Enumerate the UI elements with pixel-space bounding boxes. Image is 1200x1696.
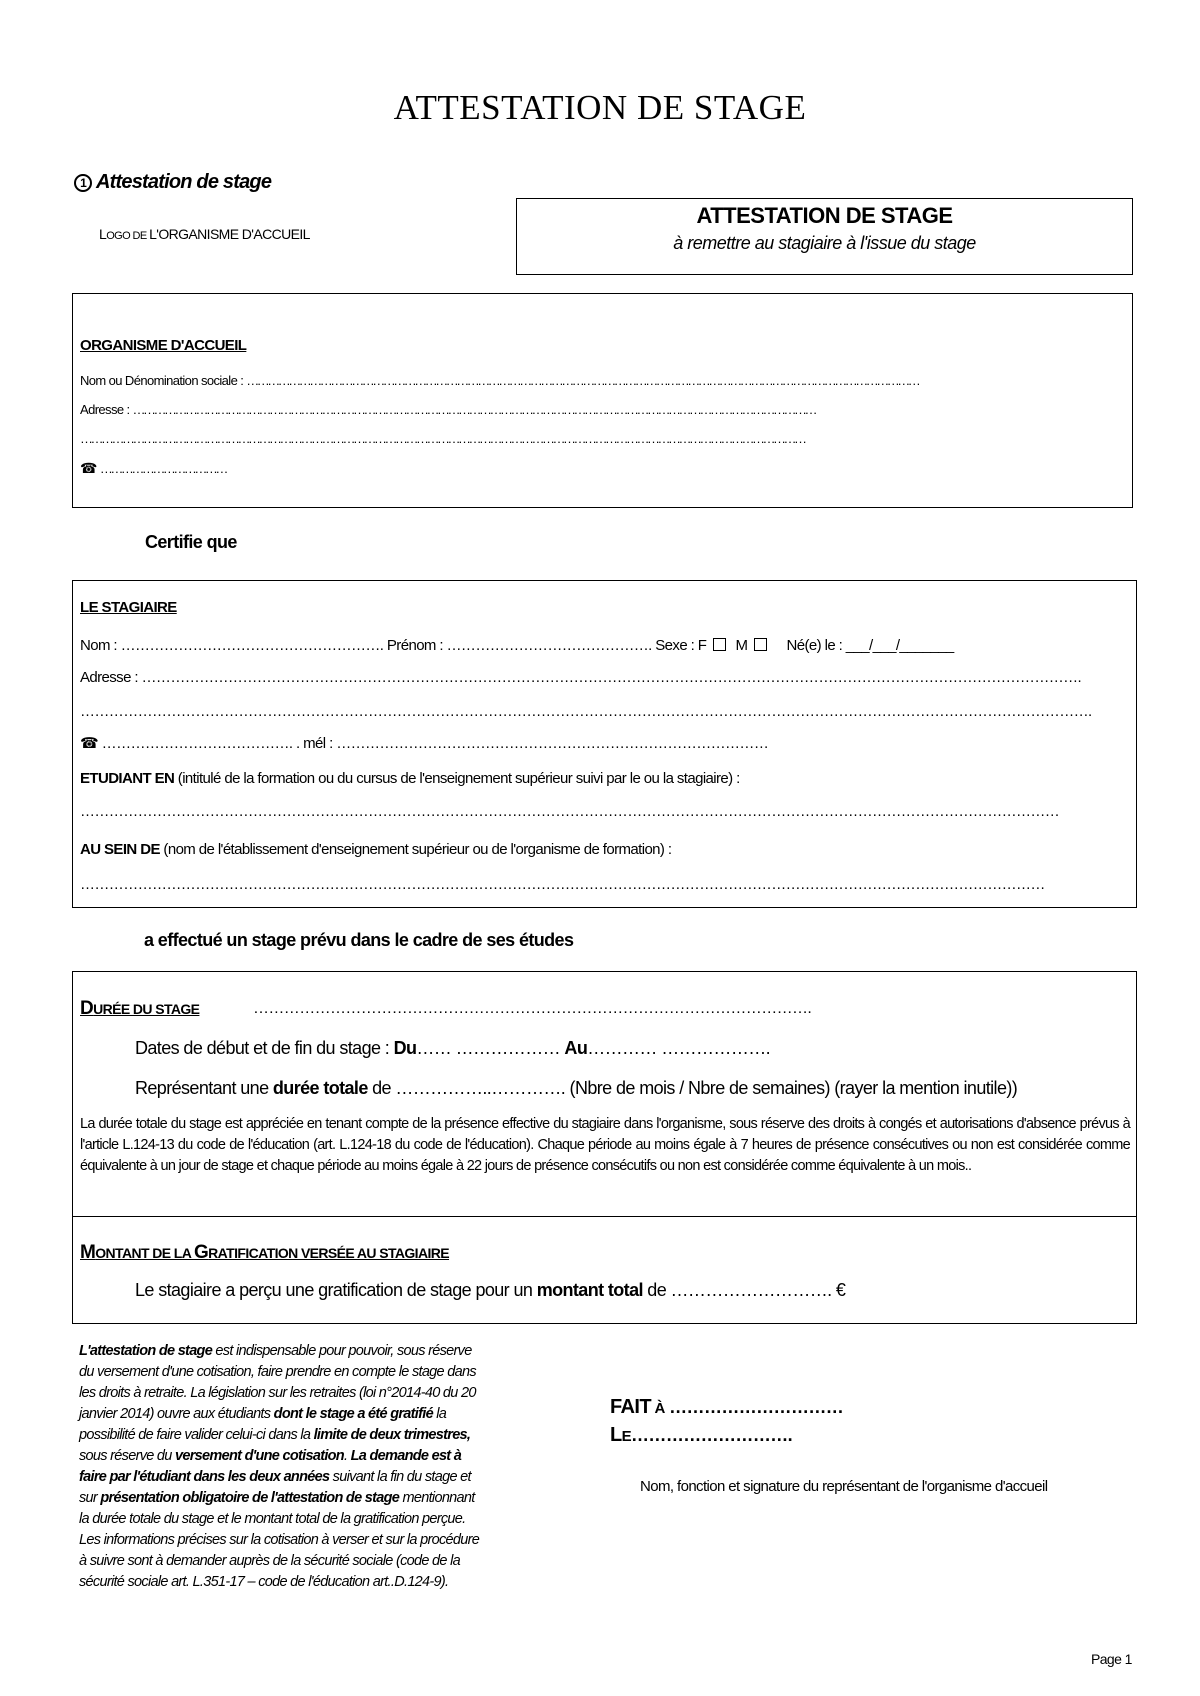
- montant-field[interactable]: [135, 1280, 845, 1301]
- montant-heading-1: ONTANT DE LA: [95, 1245, 194, 1261]
- fait-a-label: À: [650, 1400, 665, 1417]
- note-line: sous réserve du versement d'une cotisation. La demande est à: [79, 1448, 462, 1464]
- montant-suffix: de ………………………. €: [642, 1280, 846, 1300]
- section-marker-label: Attestation de stage: [96, 171, 272, 193]
- sexe-m-checkbox[interactable]: [754, 638, 767, 651]
- note-line: la durée totale du stage et le montant total de la gratification perçue.: [79, 1511, 466, 1527]
- du-label: Du: [393, 1038, 417, 1058]
- duree-paragraph: La durée totale du stage est appréciée en tenant compte de la présence effective du stagiaire dans l'organisme, sous réserve des droits à congés et autorisations d'absence prévus à l'article L.124-13 du code de l'éducation (art. L.124-18 du code de l'éducation). Chaque période au moins égale à 7 heures de présence consécutives ou non est considérée comme équivalente à un jour de stage et chaque période au moins égale à 22 jours de présence consécutifs ou non est considérée comme équivalente à un mois..: [80, 1116, 1130, 1174]
- le-label-e: E: [621, 1428, 632, 1445]
- logo-placeholder: [99, 226, 310, 242]
- montant-heading-g: G: [193, 1242, 209, 1263]
- au-sein-de-dots[interactable]: …………………………………………………………………………………………………………………………………………………………………………………: [80, 876, 1045, 893]
- stagiaire-birthdate: Né(e) le : ___/___/_______: [786, 637, 954, 654]
- fait-a-field[interactable]: [610, 1396, 843, 1419]
- note-line: L'attestation de stage est indispensable pour pouvoir, sous réserve: [79, 1343, 472, 1359]
- du-dots: …… ………………: [416, 1038, 565, 1058]
- organisme-nom-label: Nom ou Dénomination sociale :: [80, 373, 244, 388]
- montant-heading: [80, 1242, 449, 1264]
- stagiaire-nom-prenom-sexe: Nom : ………………………………………………. Prénom : ……………………………………. Sexe : F: [80, 637, 707, 654]
- page-title: ATTESTATION DE STAGE: [393, 88, 807, 127]
- organisme-adresse-field[interactable]: [80, 402, 815, 417]
- stagiaire-tel-mel-field[interactable]: [80, 734, 768, 752]
- le-dots: ……………………….: [631, 1425, 793, 1445]
- organisme-tel-dots: ………………………………: [99, 461, 226, 476]
- stagiaire-identity-line[interactable]: [80, 637, 954, 654]
- duree-totale-prefix: Représentant une: [135, 1078, 273, 1098]
- stagiaire-heading: LE STAGIAIRE: [80, 599, 177, 616]
- dates-label: Dates de début et de fin du stage :: [135, 1038, 394, 1058]
- organisme-nom-dots: …………………………………………………………………………………………………………………………………………………………………………: [246, 373, 919, 388]
- au-sein-de-hint: (nom de l'établissement d'enseignement supérieur ou de l'organisme de formation) :: [159, 841, 672, 858]
- stagiaire-section: [72, 580, 1137, 908]
- le-label: L: [610, 1424, 622, 1446]
- duree-totale-suffix: de ……………..…………. (Nbre de mois / Nbre de semaines) (rayer la mention inutile)): [367, 1078, 1018, 1098]
- duree-heading-rest: URÉE DU STAGE: [93, 1001, 200, 1017]
- duree-heading-initial: D: [80, 998, 94, 1019]
- header-box-subtitle: à remettre au stagiaire à l'issue du stage: [673, 233, 976, 253]
- duree-heading: [80, 998, 199, 1020]
- logo-placeholder-l: L: [99, 226, 107, 242]
- stagiaire-tel-mel-dots: …………………………………. . mél : ………………………………………………………………………………: [101, 735, 769, 752]
- note-line: possibilité de faire valider celui-ci dans la limite de deux trimestres,: [79, 1427, 471, 1443]
- au-dots: ………… ……………….: [587, 1038, 771, 1058]
- note-line: les droits à retraite. La législation sur les retraites (loi n°2014-40 du 20: [79, 1385, 476, 1401]
- au-sein-de-field[interactable]: [80, 841, 671, 858]
- note-line: du versement d'une cotisation, faire prendre en compte le stage dans: [79, 1364, 476, 1380]
- duree-totale-label: durée totale: [272, 1078, 368, 1098]
- le-date-field[interactable]: [610, 1424, 792, 1447]
- duree-totale-field[interactable]: [135, 1078, 1017, 1099]
- organisme-heading: ORGANISME D'ACCUEIL: [80, 337, 247, 354]
- etudiant-en-field[interactable]: [80, 770, 740, 787]
- stagiaire-adresse-field[interactable]: Adresse : …………………………………………………………………………………………………………………………………………………………………………….: [80, 669, 1082, 686]
- montant-heading-m: M: [80, 1242, 96, 1263]
- phone-icon: ☎: [80, 735, 99, 752]
- section-divider: [73, 1216, 1136, 1217]
- duree-dots[interactable]: ……………………………………………………………………………………………….: [253, 1000, 812, 1017]
- organisme-tel-field[interactable]: [80, 460, 226, 477]
- logo-placeholder-ogo: OGO DE: [106, 230, 150, 242]
- header-box-title: ATTESTATION DE STAGE: [696, 203, 953, 228]
- montant-heading-2: RATIFICATION VERSÉE AU STAGIAIRE: [208, 1245, 450, 1261]
- montant-prefix: Le stagiaire a perçu une gratification de stage pour un: [135, 1280, 537, 1300]
- organisme-nom-field[interactable]: [80, 373, 918, 388]
- organisme-adresse-dots: ……………………………………………………………………………………………………………………………………………………………………………: [132, 402, 816, 417]
- retraite-note: [79, 1341, 549, 1593]
- fait-a-dots: …………………………: [664, 1397, 844, 1417]
- organisme-adresse-field-2[interactable]: ………………………………………………………………………………………………………………………………………………………………………………………: [80, 431, 805, 446]
- logo-placeholder-org: L'ORGANISME D'ACCUEIL: [149, 226, 310, 242]
- signature-caption: Nom, fonction et signature du représentant de l'organisme d'accueil: [640, 1478, 1048, 1495]
- etudiant-en-dots[interactable]: ……………………………………………………………………………………………………………………………………………………………………………………: [80, 803, 1060, 820]
- dates-field[interactable]: [135, 1038, 770, 1059]
- au-sein-de-label: AU SEIN DE: [80, 841, 160, 858]
- note-line: Les informations précises sur la cotisation à verser et sur la procédure: [79, 1532, 480, 1548]
- montant-total-label: montant total: [536, 1280, 643, 1300]
- circled-one-icon: 1: [74, 174, 92, 192]
- organisme-section: [72, 293, 1133, 508]
- note-line: sécurité sociale art. L.351-17 – code de l'éducation art..D.124-9).: [79, 1574, 449, 1590]
- stagiaire-adresse-field-2[interactable]: ………………………………………………………………………………………………………………………………………………………………………………………….: [80, 703, 1092, 720]
- au-label: Au: [564, 1038, 588, 1058]
- certifie-label: Certifie que: [145, 532, 237, 552]
- note-line: janvier 2014) ouvre aux étudiants dont le stage a été gratifié la: [79, 1406, 447, 1422]
- phone-icon: ☎: [80, 460, 97, 476]
- note-line: sur présentation obligatoire de l'attestation de stage mentionnant: [79, 1490, 475, 1506]
- header-box: [516, 198, 1133, 275]
- fait-label: FAIT: [610, 1396, 651, 1418]
- note-line: faire par l'étudiant dans les deux années suivant la fin du stage et: [79, 1469, 471, 1485]
- note-line: à suivre sont à demander auprès de la sécurité sociale (code de la: [79, 1553, 460, 1569]
- section-marker: [74, 171, 271, 194]
- duree-montant-section: [72, 971, 1137, 1324]
- organisme-adresse-label: Adresse :: [80, 402, 130, 417]
- effectue-label: a effectué un stage prévu dans le cadre de ses études: [144, 930, 574, 950]
- etudiant-en-label: ETUDIANT EN: [80, 770, 175, 787]
- sexe-m-label: M: [735, 637, 748, 654]
- etudiant-en-hint: (intitulé de la formation ou du cursus de l'enseignement supérieur suivi par le ou la stagiaire) :: [174, 770, 740, 787]
- page-number: Page 1: [1091, 1651, 1132, 1667]
- sexe-f-checkbox[interactable]: [713, 638, 726, 651]
